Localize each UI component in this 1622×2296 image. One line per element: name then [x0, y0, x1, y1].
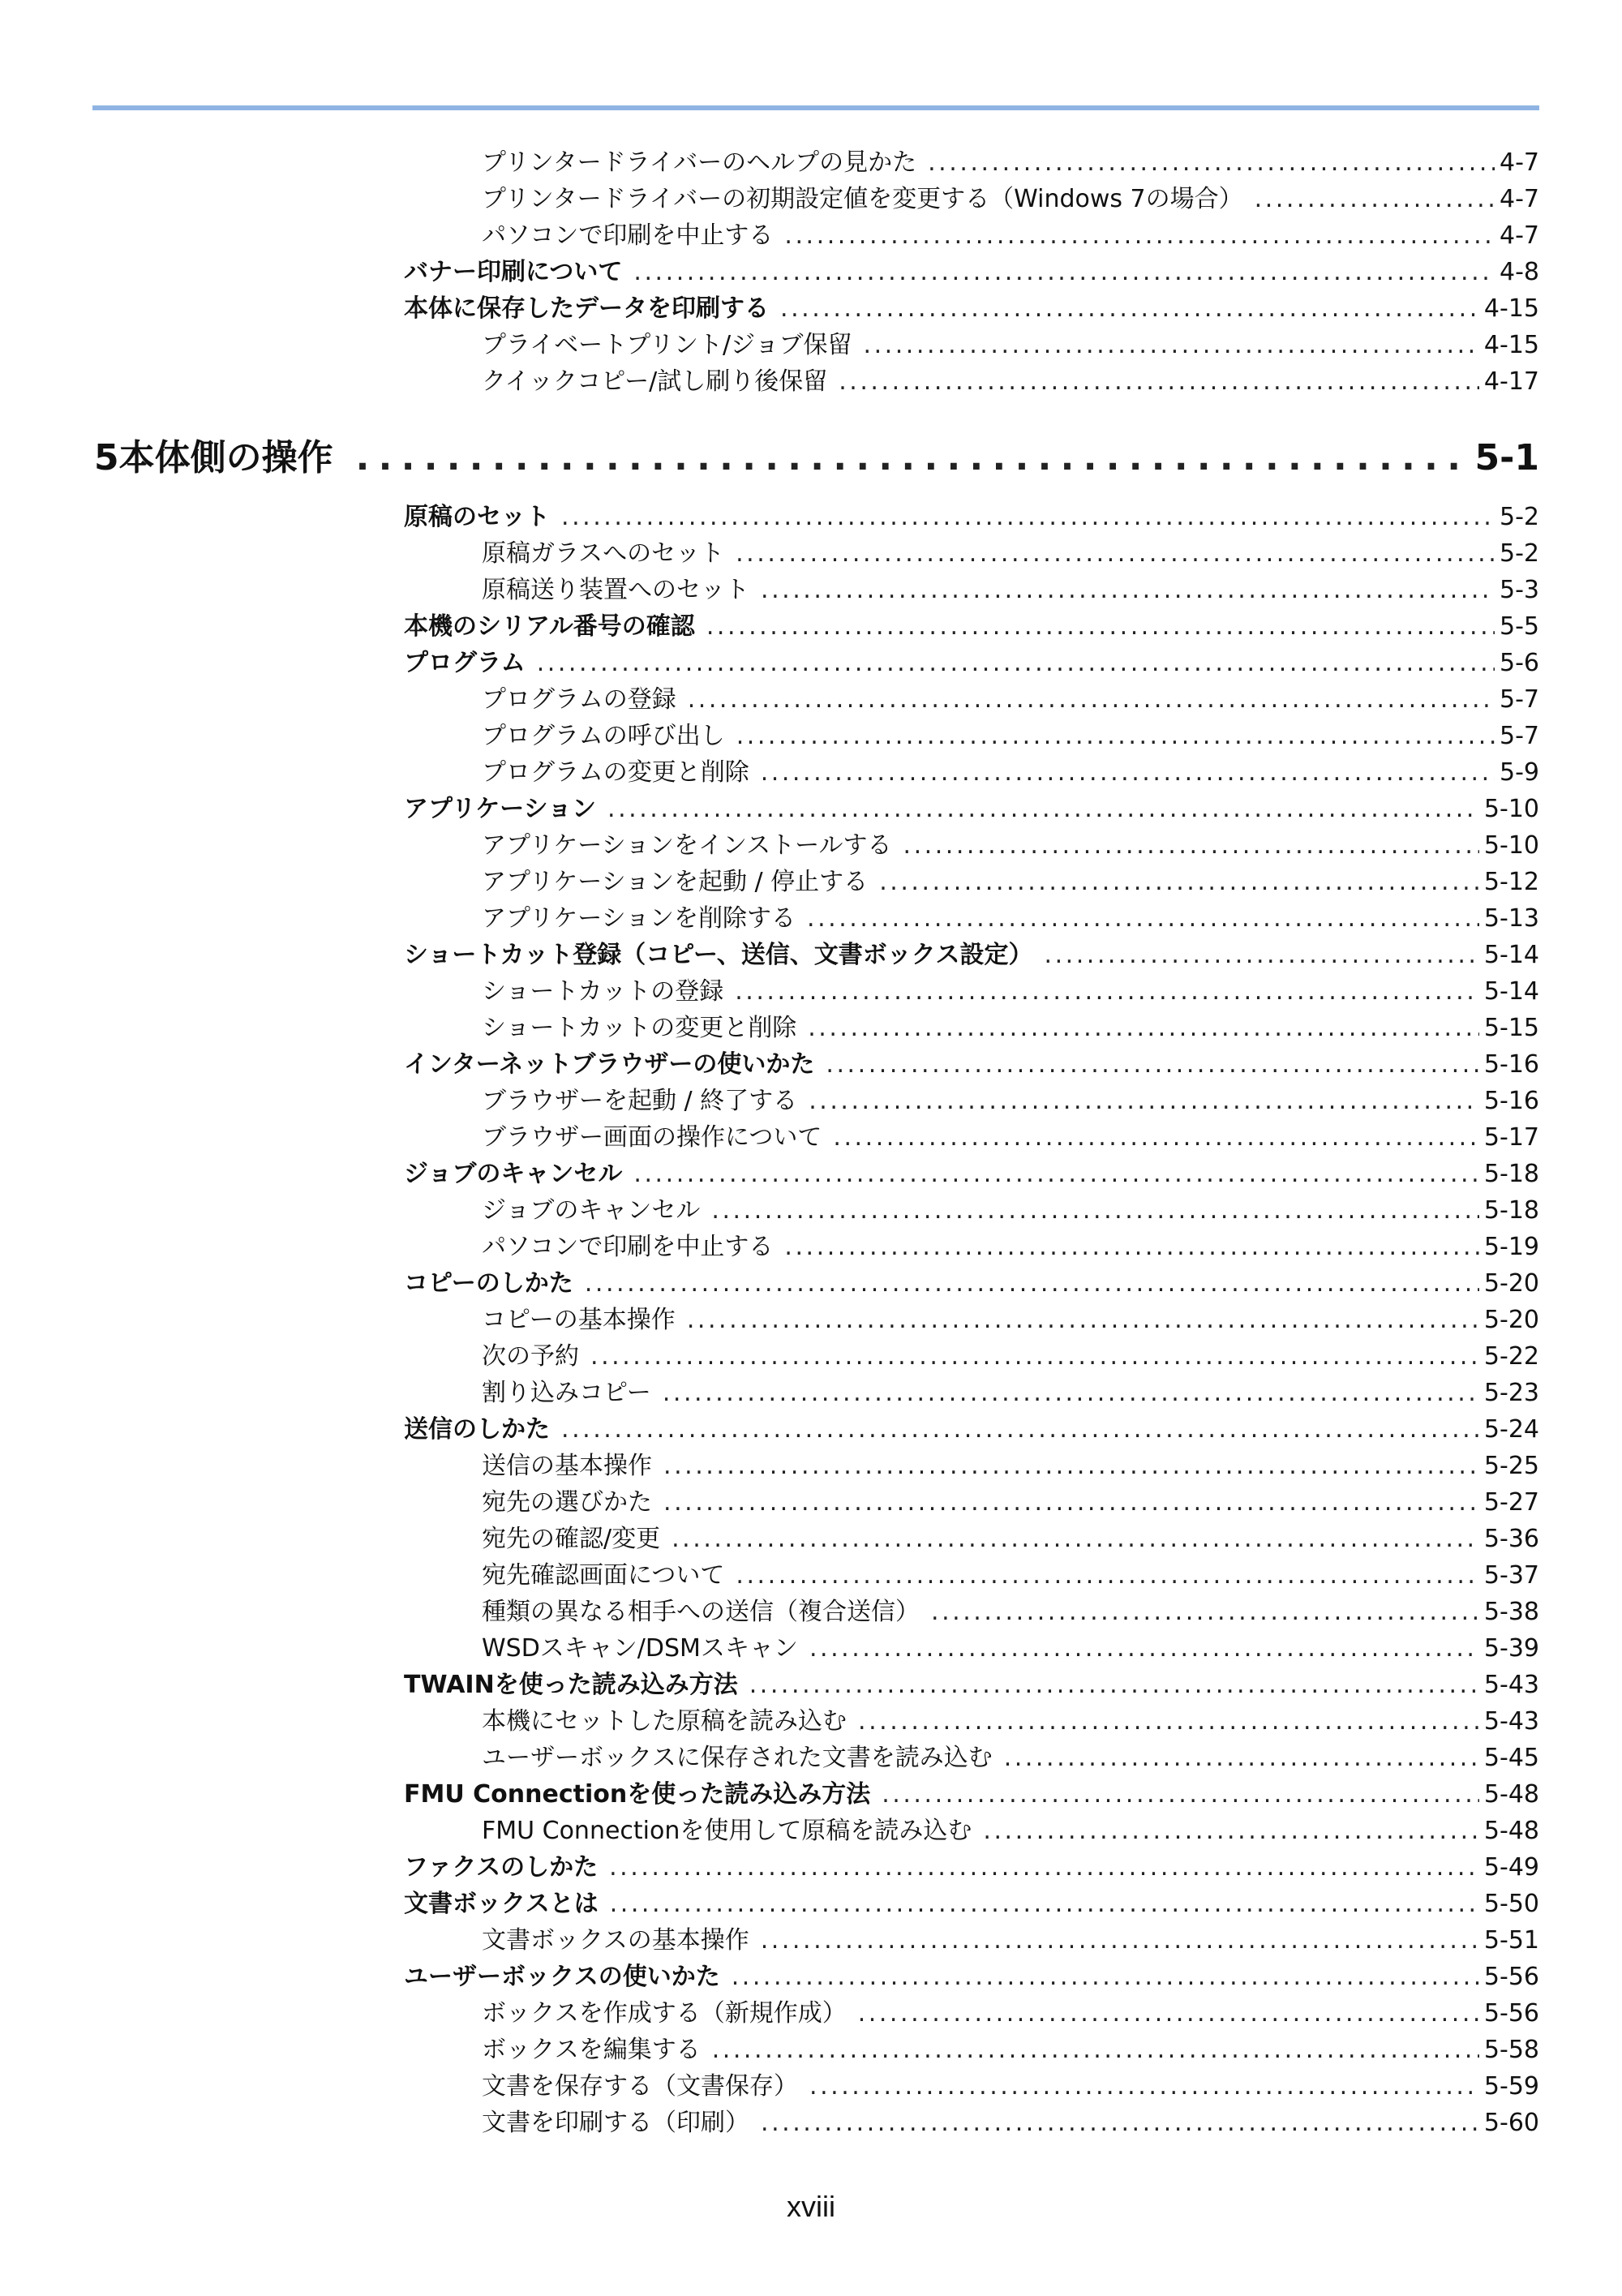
toc-subsection-entry[interactable]: [0, 718, 1622, 754]
toc-section-entry[interactable]: [0, 1776, 1622, 1813]
dot-leader: [607, 791, 1479, 827]
toc-entry-page-number: 5-20: [1483, 1269, 1539, 1298]
toc-entry-title: 文書を保存する（文書保存）: [482, 2072, 798, 2101]
toc-section-entry[interactable]: [0, 254, 1622, 290]
dot-leader: [826, 1046, 1479, 1083]
dot-leader: [839, 363, 1479, 400]
toc-subsection-entry[interactable]: [0, 864, 1622, 900]
chapter-number: 5: [94, 437, 119, 479]
dot-leader: [833, 1119, 1479, 1156]
toc-entry-page-number: 5-16: [1483, 1050, 1539, 1079]
toc-entry-page-number: 5-49: [1483, 1853, 1539, 1882]
dot-leader: [864, 327, 1479, 363]
toc-entry-page-number: 5-43: [1483, 1671, 1539, 1699]
toc-entry-title: FMU Connectionを使用して原稿を読み込む: [482, 1817, 972, 1845]
dot-leader: [761, 572, 1495, 608]
toc-subsection-entry[interactable]: [0, 900, 1622, 937]
page-folio: xviii: [787, 2190, 835, 2223]
toc-subsection-entry[interactable]: [0, 681, 1622, 718]
dot-leader: [784, 217, 1495, 254]
dot-leader: [706, 608, 1495, 645]
toc-entry-title: プログラム: [404, 649, 526, 677]
toc-entry-page-number: 5-51: [1483, 1926, 1539, 1955]
toc-subsection-entry[interactable]: [0, 535, 1622, 572]
toc-entry-title: プログラムの変更と削除: [482, 758, 749, 787]
table-of-contents: [0, 144, 1622, 2141]
toc-entry-page-number: 5-10: [1483, 795, 1539, 823]
toc-subsection-entry[interactable]: [0, 1484, 1622, 1521]
dot-leader: [882, 1776, 1479, 1813]
toc-entry-page-number: 5-5: [1500, 612, 1539, 641]
toc-entry-page-number: 5-37: [1483, 1561, 1539, 1590]
dot-leader: [761, 754, 1495, 791]
toc-entry-page-number: 5-9: [1500, 758, 1539, 787]
toc-entry-title: アプリケーションをインストールする: [482, 831, 892, 860]
toc-entry-title: 本機のシリアル番号の確認: [404, 612, 695, 641]
toc-entry-title: プログラムの呼び出し: [482, 722, 725, 750]
toc-entry-page-number: 4-7: [1500, 185, 1539, 213]
toc-entry-page-number: 5-13: [1483, 904, 1539, 933]
toc-entry-title: 割り込みコピー: [482, 1379, 651, 1407]
dot-leader: [879, 864, 1479, 900]
toc-entry-page-number: 5-43: [1483, 1707, 1539, 1736]
toc-entry-title: 文書ボックスの基本操作: [482, 1926, 749, 1955]
dot-leader: [663, 1448, 1479, 1484]
dot-leader: [809, 1083, 1479, 1119]
toc-entry-title: FMU Connectionを使った読み込み方法: [404, 1780, 871, 1809]
toc-entry-page-number: 5-45: [1483, 1744, 1539, 1772]
chapter-title: 本体側の操作: [118, 437, 333, 479]
toc-entry-page-number: 4-7: [1500, 221, 1539, 250]
dot-leader: [761, 1922, 1479, 1959]
toc-subsection-entry[interactable]: [0, 1338, 1622, 1375]
toc-entry-page-number: 5-20: [1483, 1306, 1539, 1334]
toc-entry-page-number: 5-3: [1500, 576, 1539, 604]
toc-entry-title: ボックスを作成する（新規作成）: [482, 1999, 847, 2028]
toc-entry-title: 宛先の確認/変更: [482, 1525, 661, 1553]
dot-leader: [807, 900, 1479, 937]
toc-chapter-heading[interactable]: [0, 421, 1622, 496]
toc-entry-title: 送信のしかた: [404, 1415, 550, 1444]
toc-section-entry[interactable]: [0, 1959, 1622, 1995]
dot-leader: [983, 1813, 1479, 1849]
toc-entry-title: プリンタードライバーのヘルプの見かた: [482, 148, 917, 177]
toc-section-entry[interactable]: [0, 1849, 1622, 1886]
toc-subsection-entry[interactable]: [0, 754, 1622, 791]
toc-subsection-entry[interactable]: [0, 1557, 1622, 1594]
dot-leader: [809, 2068, 1479, 2105]
toc-subsection-entry[interactable]: [0, 217, 1622, 254]
toc-entry-page-number: 5-58: [1483, 2036, 1539, 2064]
dot-leader: [808, 1010, 1479, 1046]
toc-entry-page-number: 4-15: [1483, 331, 1539, 359]
dot-leader: [761, 2105, 1479, 2141]
toc-entry-title: プログラムの登録: [482, 685, 676, 714]
toc-entry-title: プリンタードライバーの初期設定値を変更する（Windows 7の場合）: [482, 185, 1243, 213]
dot-leader: [1045, 937, 1479, 973]
toc-entry-page-number: 5-17: [1483, 1123, 1539, 1152]
toc-entry-title: ブラウザー画面の操作について: [482, 1123, 822, 1152]
toc-subsection-entry[interactable]: [0, 2068, 1622, 2105]
toc-subsection-entry[interactable]: [0, 827, 1622, 864]
toc-subsection-entry[interactable]: [0, 1521, 1622, 1557]
toc-entry-page-number: 5-15: [1483, 1014, 1539, 1042]
toc-subsection-entry[interactable]: [0, 1192, 1622, 1229]
toc-section-entry[interactable]: [0, 1046, 1622, 1083]
dot-leader: [732, 1959, 1479, 1995]
toc-section-entry[interactable]: [0, 645, 1622, 681]
toc-subsection-entry[interactable]: [0, 1594, 1622, 1630]
toc-entry-title: WSDスキャン/DSMスキャン: [482, 1634, 798, 1663]
toc-entry-page-number: 4-17: [1483, 367, 1539, 396]
toc-entry-page-number: 4-7: [1500, 148, 1539, 177]
toc-subsection-entry[interactable]: [0, 181, 1622, 217]
toc-section-entry[interactable]: [0, 1411, 1622, 1448]
toc-entry-page-number: 5-18: [1483, 1196, 1539, 1225]
dot-leader: [809, 1630, 1479, 1667]
dot-leader: [633, 1156, 1479, 1192]
toc-entry-page-number: 5-16: [1483, 1087, 1539, 1115]
dot-leader: [561, 499, 1495, 535]
toc-section-entry[interactable]: [0, 1886, 1622, 1922]
dot-leader: [736, 535, 1495, 572]
toc-entry-page-number: 5-50: [1483, 1890, 1539, 1918]
toc-entry-title: 送信の基本操作: [482, 1452, 652, 1480]
toc-entry-page-number: 5-12: [1483, 868, 1539, 896]
toc-entry-page-number: 5-7: [1500, 722, 1539, 750]
toc-entry-page-number: 5-2: [1500, 539, 1539, 568]
toc-entry-title: ブラウザーを起動 / 終了する: [482, 1087, 798, 1115]
toc-entry-title: 文書ボックスとは: [404, 1890, 599, 1918]
toc-entry-page-number: 5-36: [1483, 1525, 1539, 1553]
dot-leader: [736, 718, 1495, 754]
toc-entry-title: 原稿ガラスへのセット: [482, 539, 725, 568]
toc-entry-title: アプリケーションを削除する: [482, 904, 796, 933]
dot-leader: [688, 681, 1495, 718]
toc-subsection-entry[interactable]: [0, 1995, 1622, 2032]
dot-leader: [356, 421, 1461, 496]
top-rule: [92, 105, 1539, 110]
toc-entry-title: ユーザーボックスに保存された文書を読み込む: [482, 1744, 993, 1772]
dot-leader: [590, 1338, 1479, 1375]
toc-entry-title: 本体に保存したデータを印刷する: [404, 294, 769, 323]
toc-entry-page-number: 5-56: [1483, 1963, 1539, 1991]
toc-chapter-section: [0, 499, 1622, 2141]
toc-entry-title: 宛先の選びかた: [482, 1488, 652, 1517]
toc-entry-title: パソコンで印刷を中止する: [482, 221, 774, 250]
dot-leader: [585, 1265, 1479, 1302]
toc-entry-page-number: 5-22: [1483, 1342, 1539, 1371]
dot-leader: [928, 144, 1495, 181]
toc-subsection-entry[interactable]: [0, 1010, 1622, 1046]
toc-entry-title: 文書を印刷する（印刷）: [482, 2109, 749, 2137]
dot-leader: [858, 1995, 1479, 2032]
toc-entry-page-number: 5-6: [1500, 649, 1539, 677]
toc-entry-title: 原稿のセット: [404, 503, 550, 531]
toc-subsection-entry[interactable]: [0, 1302, 1622, 1338]
toc-entry-page-number: 5-60: [1483, 2109, 1539, 2137]
toc-entry-page-number: 5-14: [1483, 977, 1539, 1006]
dot-leader: [784, 1229, 1479, 1265]
toc-entry-page-number: 5-2: [1500, 503, 1539, 531]
dot-leader: [537, 645, 1495, 681]
toc-entry-title: クイックコピー/試し刷り後保留: [482, 367, 828, 396]
toc-entry-page-number: 5-39: [1483, 1634, 1539, 1663]
toc-entry-page-number: 5-56: [1483, 1999, 1539, 2028]
toc-subsection-entry[interactable]: [0, 2032, 1622, 2068]
toc-entry-page-number: 5-48: [1483, 1817, 1539, 1845]
dot-leader: [633, 254, 1495, 290]
dot-leader: [687, 1302, 1479, 1338]
toc-section-entry[interactable]: [0, 791, 1622, 827]
toc-entry-page-number: 4-15: [1483, 294, 1539, 323]
toc-subsection-entry[interactable]: [0, 572, 1622, 608]
dot-leader: [931, 1594, 1479, 1630]
toc-entry-title: インターネットブラウザーの使いかた: [404, 1050, 815, 1079]
dot-leader: [749, 1667, 1479, 1703]
toc-section-entry[interactable]: [0, 1667, 1622, 1703]
toc-entry-title: パソコンで印刷を中止する: [482, 1233, 774, 1261]
toc-section-entry[interactable]: [0, 1156, 1622, 1192]
toc-section-entry[interactable]: [0, 608, 1622, 645]
toc-entry-title: バナー印刷について: [404, 258, 623, 286]
toc-subsection-entry[interactable]: [0, 1119, 1622, 1156]
chapter-page-number: 5-1: [1474, 437, 1539, 479]
dot-leader: [1004, 1740, 1479, 1776]
toc-entry-title: 次の予約: [482, 1342, 579, 1371]
toc-entry-page-number: 5-18: [1483, 1160, 1539, 1188]
toc-subsection-entry[interactable]: [0, 1083, 1622, 1119]
toc-section-entry[interactable]: [0, 937, 1622, 973]
toc-entry-title: アプリケーションを起動 / 停止する: [482, 868, 869, 896]
dot-leader: [858, 1703, 1479, 1740]
dot-leader: [736, 1557, 1479, 1594]
toc-entry-title: ショートカット登録（コピー、送信、文書ボックス設定）: [404, 941, 1033, 969]
toc-subsection-entry[interactable]: [0, 1813, 1622, 1849]
toc-entry-title: アプリケーション: [404, 795, 596, 823]
dot-leader: [561, 1411, 1479, 1448]
toc-section-entry[interactable]: [0, 499, 1622, 535]
toc-entry-title: コピーの基本操作: [482, 1306, 676, 1334]
dot-leader: [672, 1521, 1479, 1557]
toc-entry-title: ショートカットの登録: [482, 977, 724, 1006]
toc-entry-title: ショートカットの変更と削除: [482, 1014, 797, 1042]
toc-subsection-entry[interactable]: [0, 1630, 1622, 1667]
toc-subsection-entry[interactable]: [0, 1448, 1622, 1484]
toc-subsection-entry[interactable]: [0, 363, 1622, 400]
toc-entry-page-number: 5-14: [1483, 941, 1539, 969]
dot-leader: [663, 1375, 1479, 1411]
toc-entry-page-number: 5-38: [1483, 1598, 1539, 1626]
dot-leader: [609, 1849, 1479, 1886]
toc-section-entry[interactable]: [0, 1265, 1622, 1302]
toc-entry-page-number: 5-27: [1483, 1488, 1539, 1517]
toc-entry-page-number: 5-25: [1483, 1452, 1539, 1480]
dot-leader: [1255, 181, 1495, 217]
toc-subsection-entry[interactable]: [0, 327, 1622, 363]
dot-leader: [663, 1484, 1479, 1521]
toc-entry-title: ファクスのしかた: [404, 1853, 599, 1882]
toc-entry-page-number: 5-48: [1483, 1780, 1539, 1809]
toc-entry-title: TWAINを使った読み込み方法: [404, 1671, 738, 1699]
toc-continued-section: [0, 144, 1622, 400]
toc-entry-page-number: 5-7: [1500, 685, 1539, 714]
toc-subsection-entry[interactable]: [0, 2105, 1622, 2141]
toc-entry-title: ボックスを編集する: [482, 2036, 701, 2064]
toc-subsection-entry[interactable]: [0, 144, 1622, 181]
toc-entry-title: プライベートプリント/ジョブ保留: [482, 331, 852, 359]
toc-entry-title: ジョブのキャンセル: [482, 1196, 701, 1225]
dot-leader: [712, 2032, 1479, 2068]
toc-subsection-entry[interactable]: [0, 1375, 1622, 1411]
dot-leader: [903, 827, 1479, 864]
toc-entry-title: 本機にセットした原稿を読み込む: [482, 1707, 847, 1736]
dot-leader: [780, 290, 1479, 327]
toc-subsection-entry[interactable]: [0, 1703, 1622, 1740]
dot-leader: [711, 1192, 1479, 1229]
toc-entry-page-number: 5-10: [1483, 831, 1539, 860]
toc-entry-page-number: 5-23: [1483, 1379, 1539, 1407]
dot-leader: [610, 1886, 1479, 1922]
toc-entry-title: 宛先確認画面について: [482, 1561, 725, 1590]
toc-entry-title: ジョブのキャンセル: [404, 1160, 623, 1188]
toc-entry-title: コピーのしかた: [404, 1269, 573, 1298]
toc-entry-page-number: 5-19: [1483, 1233, 1539, 1261]
toc-entry-title: ユーザーボックスの使いかた: [404, 1963, 720, 1991]
toc-entry-page-number: 5-24: [1483, 1415, 1539, 1444]
toc-subsection-entry[interactable]: [0, 1740, 1622, 1776]
toc-section-entry[interactable]: [0, 290, 1622, 327]
toc-subsection-entry[interactable]: [0, 973, 1622, 1010]
toc-entry-title: 種類の異なる相手への送信（複合送信）: [482, 1598, 920, 1626]
toc-entry-page-number: 4-8: [1500, 258, 1539, 286]
toc-subsection-entry[interactable]: [0, 1229, 1622, 1265]
dot-leader: [735, 973, 1479, 1010]
toc-subsection-entry[interactable]: [0, 1922, 1622, 1959]
toc-entry-title: 原稿送り装置へのセット: [482, 576, 749, 604]
toc-entry-page-number: 5-59: [1483, 2072, 1539, 2101]
